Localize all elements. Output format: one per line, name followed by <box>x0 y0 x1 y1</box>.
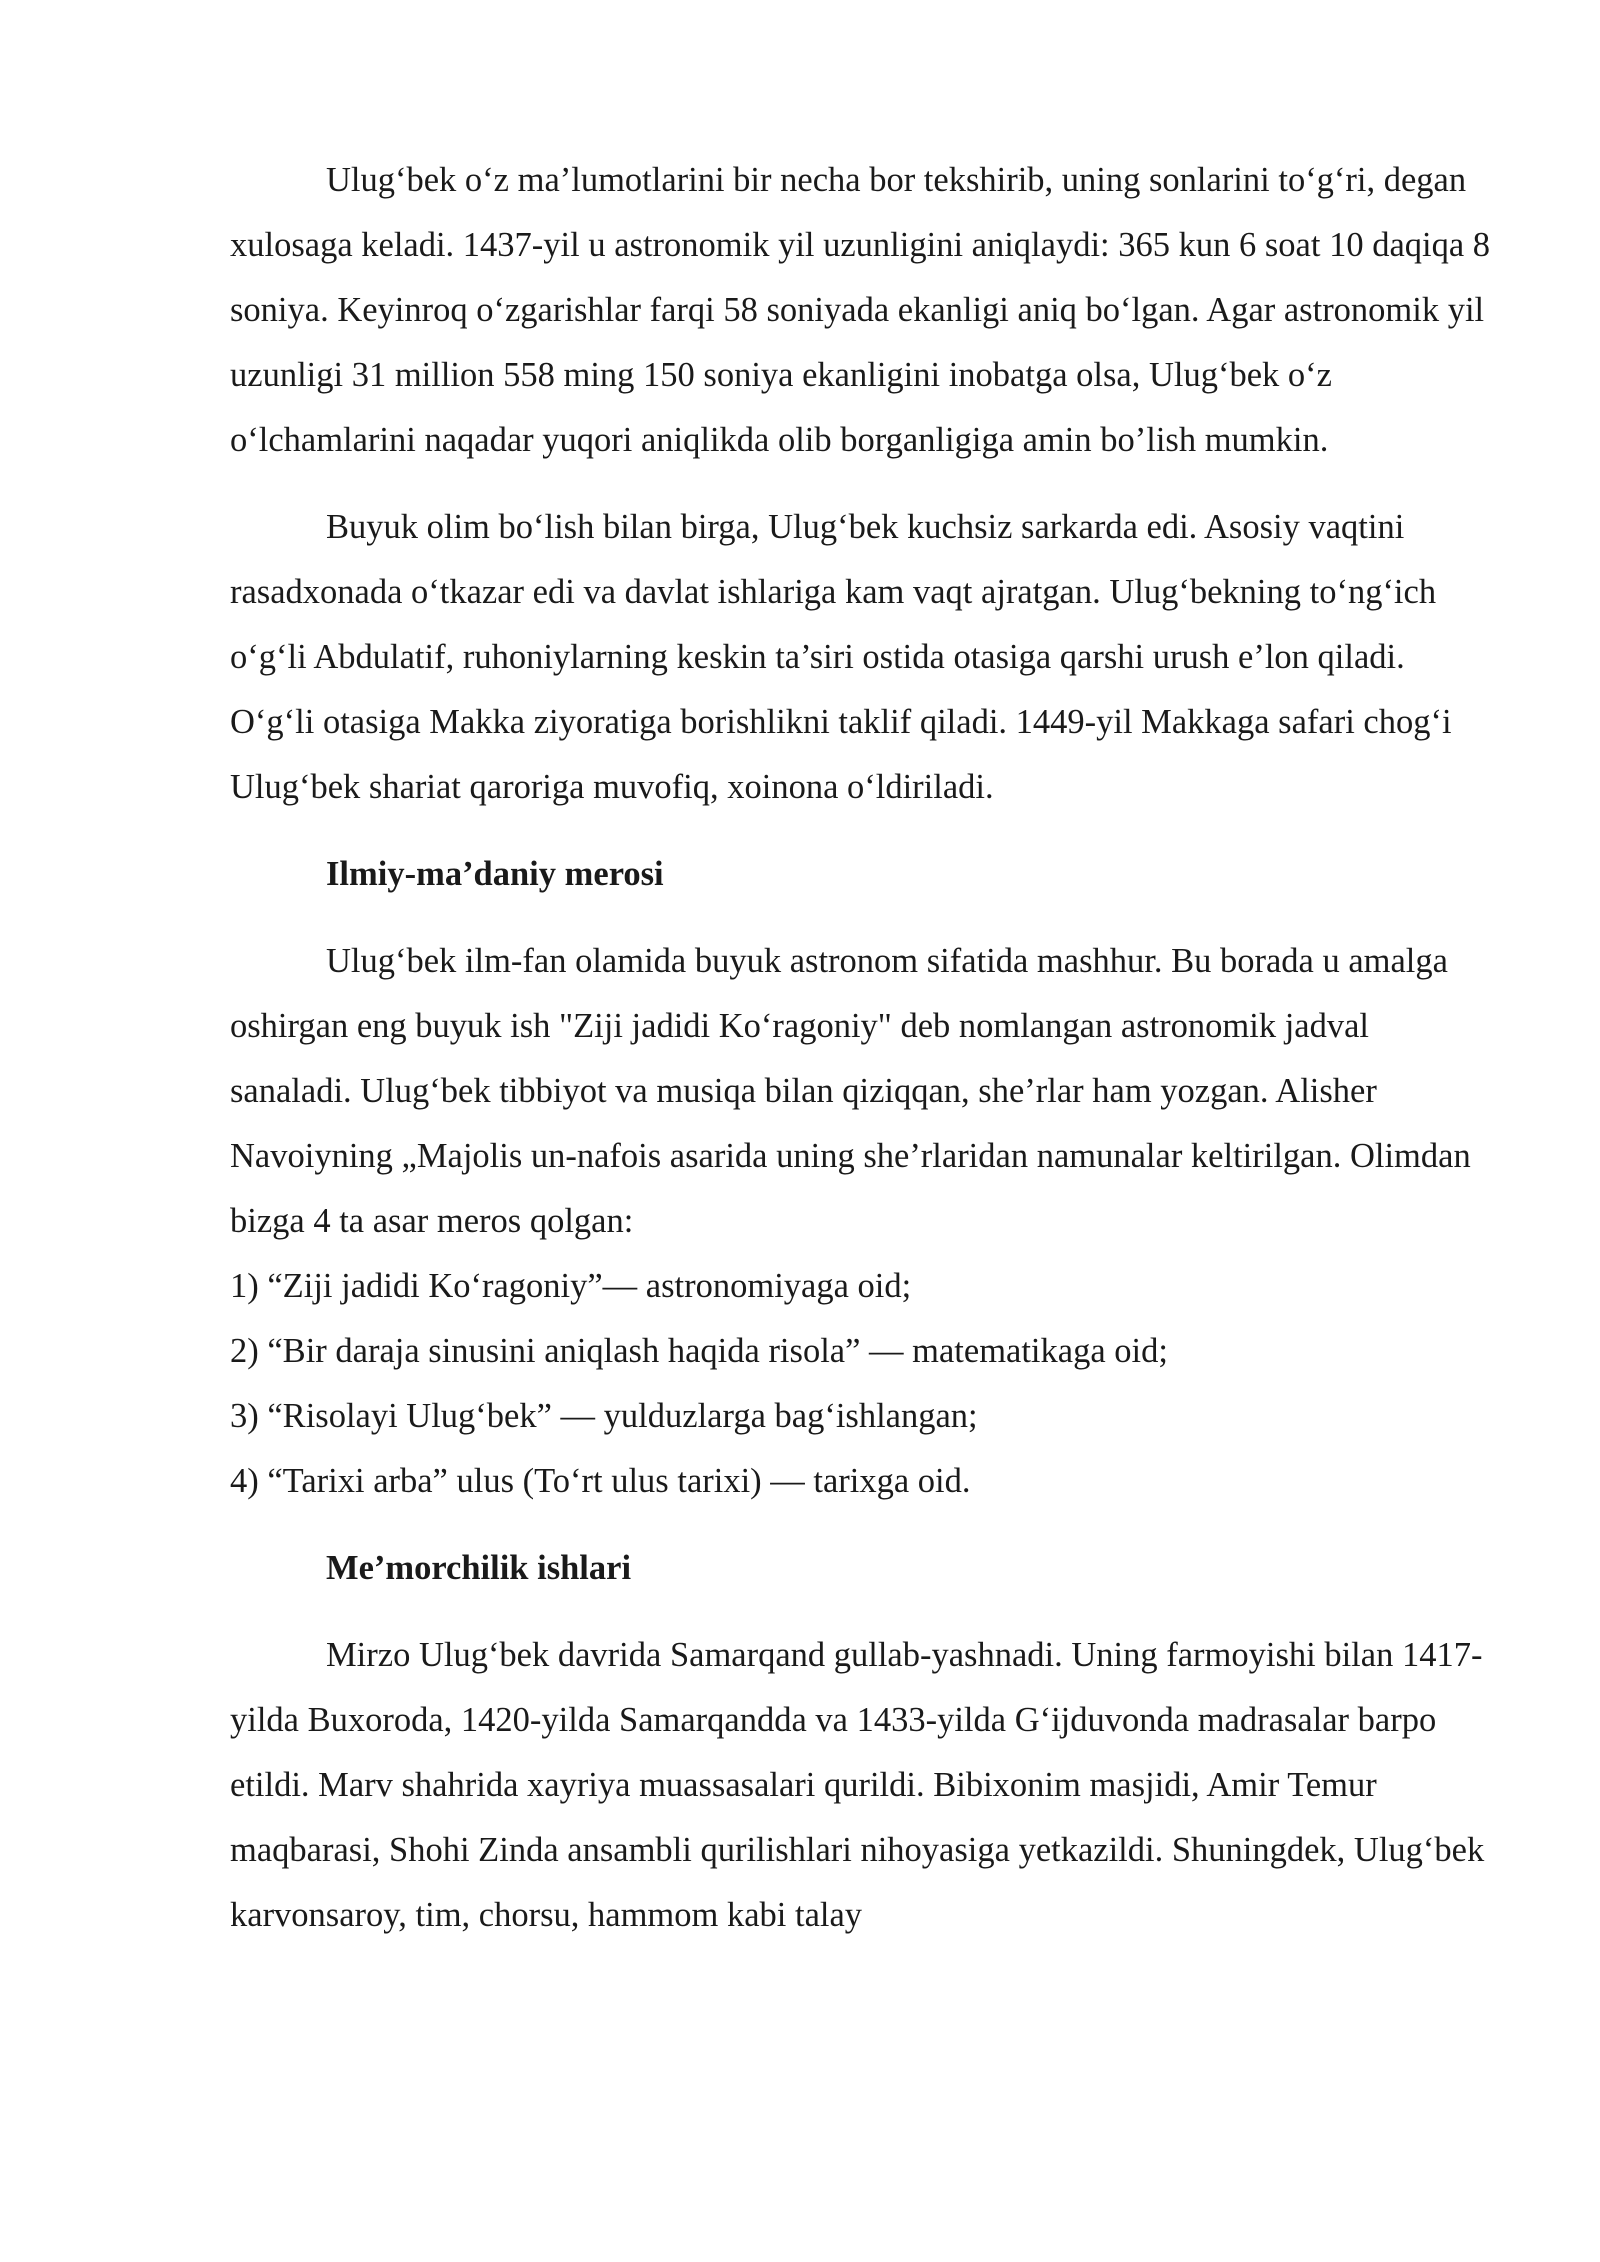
list-item: 1) “Ziji jadidi Ko‘ragoniy”— astronomiyaga oid; <box>230 1267 912 1305</box>
paragraph-3: Ulug‘bek ilm-fan olamida buyuk astronom sifatida mashhur. Bu borada u amalga oshirgan eng buyuk ish "Ziji jadidi Ko‘ragoniy" deb nomlangan astronomik jadval sanaladi. Ulug‘bek tibbiyot va musiqa bilan qiziqqan, she’rlar ham yozgan. Alisher Navoiyning „Majolis un-nafois asarida uning she’rlaridan namunalar keltirilgan. Olimdan bizga 4 ta asar meros qolgan: <box>230 942 1471 1240</box>
list-item: 3) “Risolayi Ulug‘bek” — yulduzlarga bag‘ishlangan; <box>230 1397 978 1435</box>
paragraph-1: Ulug‘bek o‘z ma’lumotlarini bir necha bor tekshirib, uning sonlarini to‘g‘ri, degan xulosaga keladi. 1437-yil u astronomik yil uzunligini aniqlaydi: 365 kun 6 soat 10 daqiqa 8 soniya. Keyinroq o‘zgarishlar farqi 58 soniyada ekanligi aniq bo‘lgan. Agar astronomik yil uzunligi 31 million 558 ming 150 soniya ekanligini inobatga olsa, Ulug‘bek o‘z o‘lchamlarini naqadar yuqori aniqlikda olib borganligiga amin bo’lish mumkin. <box>230 161 1491 459</box>
list-item: 4) “Tarixi arba” ulus (To‘rt ulus tarixi) — tarixga oid. <box>230 1462 971 1500</box>
list-item: 2) “Bir daraja sinusini aniqlash haqida risola” — matematikaga oid; <box>230 1332 1168 1370</box>
section-heading-ilmiy-madaniy-merosi: Ilmiy-ma’daniy merosi <box>326 855 664 893</box>
works-list <box>230 1254 1495 1514</box>
paragraph-4: Mirzo Ulug‘bek davrida Samarqand gullab-yashnadi. Uning farmoyishi bilan 1417-yilda Buxoroda, 1420-yilda Samarqandda va 1433-yilda G‘ijduvonda madrasalar barpo etildi. Marv shahrida xayriya muassasalari qurildi. Bibixonim masjidi, Amir Temur maqbarasi, Shohi Zinda ansambli qurilishlari nihoyasiga yetkazildi. Shuningdek, Ulug‘bek karvonsaroy, tim, chorsu, hammom kabi talay <box>230 1636 1485 1934</box>
section-heading-memorchilik-ishlari: Me’morchilik ishlari <box>326 1549 632 1587</box>
document-page <box>230 148 1495 1970</box>
paragraph-2: Buyuk olim bo‘lish bilan birga, Ulug‘bek kuchsiz sarkarda edi. Asosiy vaqtini rasadxonada o‘tkazar edi va davlat ishlariga kam vaqt ajratgan. Ulug‘bekning to‘ng‘ich o‘g‘li Abdulatif, ruhoniylarning keskin ta’siri ostida otasiga qarshi urush e’lon qiladi. O‘g‘li otasiga Makka ziyoratiga borishlikni taklif qiladi. 1449-yil Makkaga safari chog‘i Ulug‘bek shariat qaroriga muvofiq, xoinona o‘ldiriladi. <box>230 508 1452 806</box>
